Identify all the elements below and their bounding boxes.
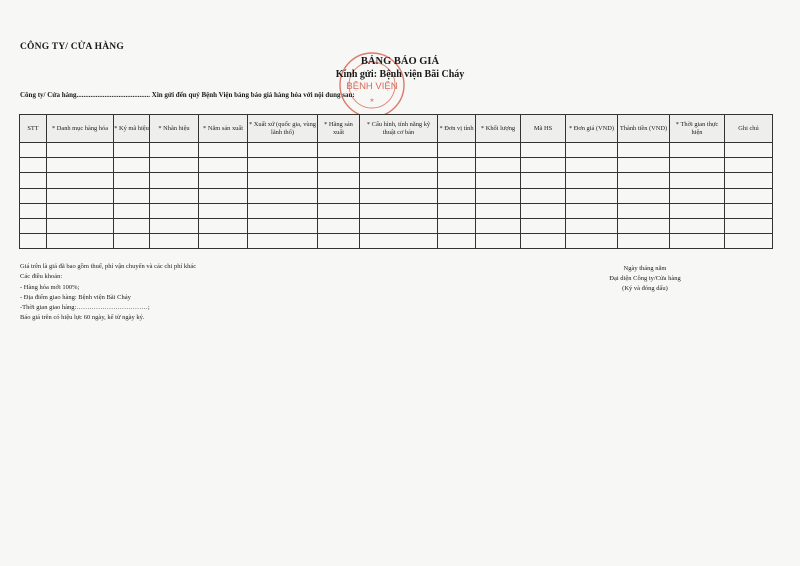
table-cell[interactable] — [438, 218, 476, 233]
note-line: -Thời gian giao hàng:……………………………; — [20, 304, 150, 312]
table-cell[interactable] — [476, 203, 521, 218]
col-header: * Đơn giá (VND) — [566, 115, 618, 143]
col-header: * Nhãn hiệu — [150, 115, 199, 143]
table-cell[interactable] — [47, 173, 114, 188]
table-row — [20, 203, 773, 218]
col-header: * Thời gian thực hiện — [670, 115, 725, 143]
table-cell[interactable] — [248, 158, 318, 173]
terms-notes — [20, 262, 196, 324]
table-cell[interactable] — [725, 188, 773, 203]
table-cell[interactable] — [318, 188, 360, 203]
company-label: CÔNG TY/ CỬA HÀNG — [20, 42, 124, 52]
signature-rep: Đại diện Công ty/Cửa hàng — [609, 275, 681, 282]
table-cell[interactable] — [318, 158, 360, 173]
table-cell[interactable] — [476, 158, 521, 173]
table-cell[interactable] — [20, 188, 47, 203]
table-cell[interactable] — [521, 143, 566, 158]
table-cell[interactable] — [618, 203, 670, 218]
table-row — [20, 218, 773, 233]
table-cell[interactable] — [476, 188, 521, 203]
table-cell[interactable] — [20, 203, 47, 218]
table-cell[interactable] — [670, 173, 725, 188]
table-cell[interactable] — [114, 234, 150, 249]
table-cell[interactable] — [618, 218, 670, 233]
table-cell[interactable] — [248, 188, 318, 203]
table-cell[interactable] — [360, 143, 438, 158]
table-row — [20, 143, 773, 158]
table-cell[interactable] — [47, 234, 114, 249]
table-cell[interactable] — [725, 158, 773, 173]
col-header: * Đơn vị tính — [438, 115, 476, 143]
table-cell[interactable] — [114, 173, 150, 188]
table-cell[interactable] — [199, 173, 248, 188]
table-cell[interactable] — [150, 218, 199, 233]
stamp-text: BỆNH VIỆN — [346, 81, 398, 92]
col-header: * Năm sản xuất — [199, 115, 248, 143]
table-cell[interactable] — [476, 143, 521, 158]
table-cell[interactable] — [476, 173, 521, 188]
table-cell[interactable] — [114, 218, 150, 233]
quotation-table — [19, 114, 773, 249]
table-cell[interactable] — [725, 234, 773, 249]
table-body — [20, 143, 773, 249]
table-cell[interactable] — [566, 143, 618, 158]
table-cell[interactable] — [20, 143, 47, 158]
table-cell[interactable] — [248, 234, 318, 249]
table-cell[interactable] — [521, 173, 566, 188]
table-cell[interactable] — [20, 158, 47, 173]
table-cell[interactable] — [114, 188, 150, 203]
table-cell[interactable] — [521, 188, 566, 203]
table-cell[interactable] — [438, 143, 476, 158]
table-cell[interactable] — [566, 218, 618, 233]
table-cell[interactable] — [618, 234, 670, 249]
table-cell[interactable] — [318, 203, 360, 218]
table-cell[interactable] — [476, 234, 521, 249]
table-cell[interactable] — [248, 143, 318, 158]
table-cell[interactable] — [438, 203, 476, 218]
table-cell[interactable] — [521, 203, 566, 218]
table-cell[interactable] — [20, 234, 47, 249]
note-line: Giá trên là giá đã bao gồm thuế, phí vận chuyển và các chi phí khác — [20, 263, 197, 270]
note-line: - Hàng hóa mới 100%; — [20, 283, 80, 291]
table-cell[interactable] — [521, 218, 566, 233]
table-cell[interactable] — [360, 158, 438, 173]
col-header: * Hãng sản xuất — [318, 115, 360, 143]
table-cell[interactable] — [670, 234, 725, 249]
table-cell[interactable] — [150, 234, 199, 249]
table-cell[interactable] — [725, 143, 773, 158]
table-cell[interactable] — [670, 143, 725, 158]
table-row — [20, 158, 773, 173]
table-cell[interactable] — [566, 173, 618, 188]
col-header: * Danh mục hàng hóa — [47, 115, 114, 143]
table-cell[interactable] — [199, 203, 248, 218]
table-cell[interactable] — [248, 218, 318, 233]
table-cell[interactable] — [360, 234, 438, 249]
table-cell[interactable] — [199, 234, 248, 249]
table-cell[interactable] — [438, 188, 476, 203]
col-header: * Cấu hình, tính năng kỹ thuật cơ bản — [360, 115, 438, 143]
table-cell[interactable] — [670, 218, 725, 233]
note-line: Các điều khoản: — [20, 273, 63, 281]
table-cell[interactable] — [248, 203, 318, 218]
table-cell[interactable] — [248, 173, 318, 188]
table-cell[interactable] — [618, 188, 670, 203]
table-cell[interactable] — [199, 188, 248, 203]
table-cell[interactable] — [47, 218, 114, 233]
table-cell[interactable] — [318, 218, 360, 233]
table-cell[interactable] — [114, 203, 150, 218]
table-cell[interactable] — [360, 218, 438, 233]
table-cell[interactable] — [20, 218, 47, 233]
table-cell[interactable] — [566, 203, 618, 218]
table-cell[interactable] — [670, 203, 725, 218]
table-cell[interactable] — [150, 203, 199, 218]
table-cell[interactable] — [114, 158, 150, 173]
table-row — [20, 188, 773, 203]
table-cell[interactable] — [199, 158, 248, 173]
table-cell[interactable] — [725, 218, 773, 233]
col-header: Ghi chú — [725, 115, 773, 143]
table-cell[interactable] — [670, 188, 725, 203]
table-cell[interactable] — [521, 234, 566, 249]
table-cell[interactable] — [114, 143, 150, 158]
table-cell[interactable] — [47, 203, 114, 218]
table-cell[interactable] — [360, 203, 438, 218]
table-cell[interactable] — [150, 188, 199, 203]
table-header-row — [20, 115, 773, 143]
table-cell[interactable] — [521, 158, 566, 173]
table-cell[interactable] — [47, 143, 114, 158]
table-cell[interactable] — [47, 158, 114, 173]
table-cell[interactable] — [476, 218, 521, 233]
signature-note: (Ký và đóng dấu) — [622, 285, 668, 292]
table-cell[interactable] — [150, 158, 199, 173]
col-header: * Xuất xứ (quốc gia, vùng lãnh thổ) — [248, 115, 318, 143]
table-cell[interactable] — [150, 173, 199, 188]
table-cell[interactable] — [199, 143, 248, 158]
table-cell[interactable] — [618, 173, 670, 188]
table-row — [20, 173, 773, 188]
table-cell[interactable] — [47, 188, 114, 203]
note-line: - Địa điểm giao hàng: Bệnh viện Bãi Cháy — [20, 293, 131, 301]
document-title: BẢNG BÁO GIÁ — [360, 56, 440, 67]
table-cell[interactable] — [318, 234, 360, 249]
col-header: * Ký mã hiệu — [114, 115, 150, 143]
table-cell[interactable] — [566, 234, 618, 249]
table-cell[interactable] — [725, 203, 773, 218]
table-cell[interactable] — [618, 143, 670, 158]
note-line: Báo giá trên có hiệu lực 60 ngày, kể từ ngày ký. — [20, 314, 145, 322]
table-cell[interactable] — [438, 234, 476, 249]
table-cell[interactable] — [566, 188, 618, 203]
col-header: Mã HS — [521, 115, 566, 143]
table-cell[interactable] — [318, 143, 360, 158]
col-header: STT — [20, 115, 47, 143]
col-header: Thành tiền (VND) — [618, 115, 670, 143]
table-cell[interactable] — [20, 173, 47, 188]
table-cell[interactable] — [725, 173, 773, 188]
signature-block — [590, 264, 700, 294]
table-cell[interactable] — [318, 173, 360, 188]
recipient-line: Kính gửi: Bệnh viện Bãi Cháy — [335, 69, 465, 80]
table-cell[interactable] — [438, 158, 476, 173]
table-row — [20, 234, 773, 249]
col-header: * Khối lượng — [476, 115, 521, 143]
table-cell[interactable] — [360, 188, 438, 203]
table-cell[interactable] — [438, 173, 476, 188]
table-cell[interactable] — [670, 158, 725, 173]
table-cell[interactable] — [150, 143, 199, 158]
intro-line: Công ty/ Cửa hàng.......................................... Xin gửi đến quý Bệnh Viện bảng báo giá hàng hóa với nội dung sau: — [20, 91, 355, 99]
table-cell[interactable] — [360, 173, 438, 188]
table-cell[interactable] — [199, 218, 248, 233]
table-cell[interactable] — [618, 158, 670, 173]
table-cell[interactable] — [566, 158, 618, 173]
signature-date: Ngày tháng năm — [623, 265, 667, 272]
svg-text:★: ★ — [369, 98, 375, 104]
